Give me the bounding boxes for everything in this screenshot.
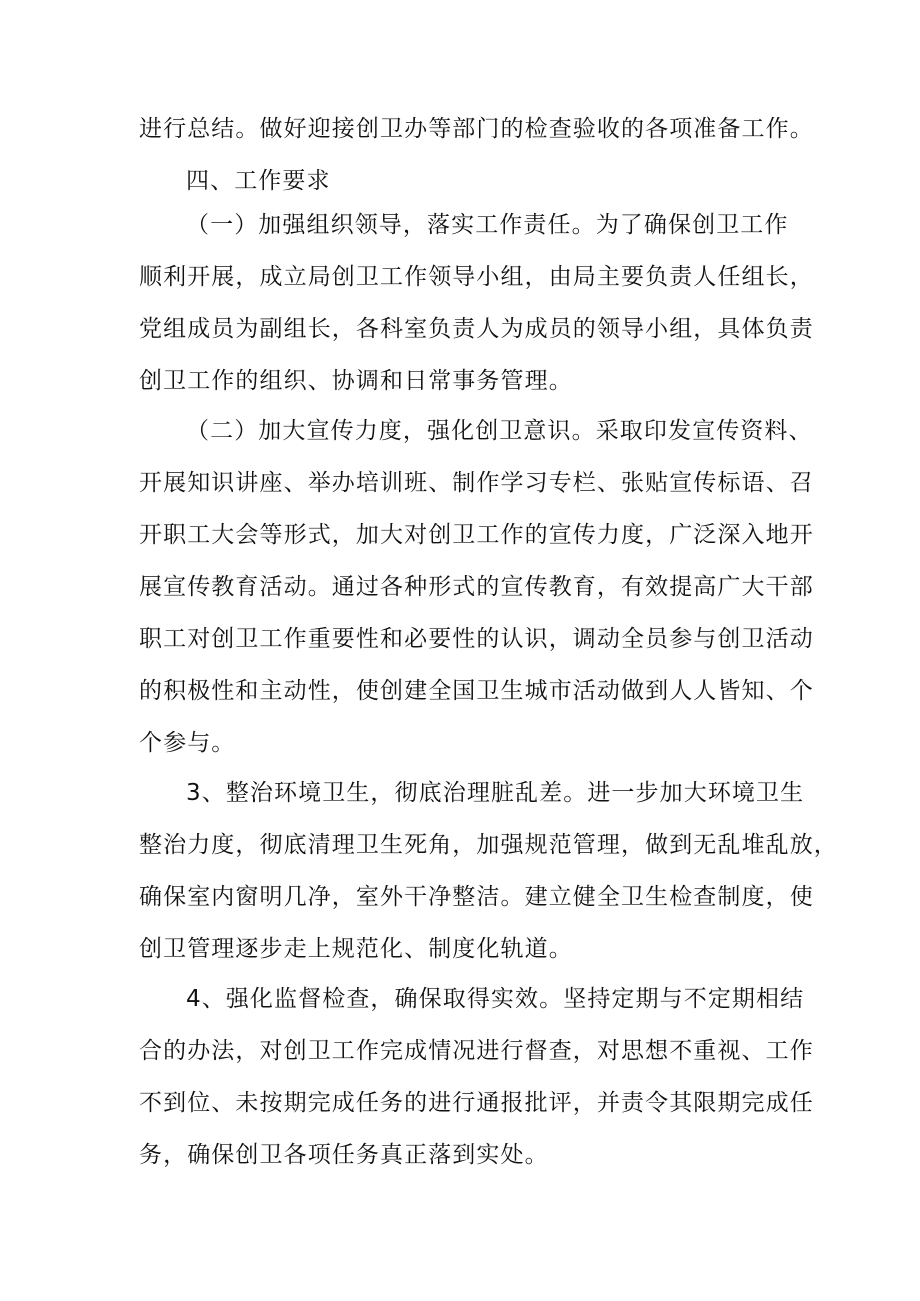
text-line: 整治力度，彻底清理卫生死角，加强规范管理，做到无乱堆乱放，: [139, 832, 838, 858]
text-line: 4、强化监督检查，确保取得实效。坚持定期与不定期相结: [186, 986, 805, 1012]
text-line: 确保室内窗明几净，室外干净整洁。建立健全卫生检查制度，使: [139, 884, 814, 910]
text-line: 党组成员为副组长，各科室负责人为成员的领导小组，具体负责: [139, 316, 814, 342]
text-line: （二）加大宣传力度，强化创卫意识。采取印发宣传资料、: [186, 418, 813, 444]
text-line: 创卫工作的组织、协调和日常事务管理。: [139, 368, 573, 394]
section-heading: 四、工作要求: [186, 168, 331, 194]
text-line: 合的办法，对创卫工作完成情况进行督查，对思想不重视、工作: [139, 1038, 814, 1064]
text-line: 创卫管理逐步走上规范化、制度化轨道。: [139, 936, 573, 962]
text-line: 不到位、未按期完成任务的进行通报批评，并责令其限期完成任: [139, 1090, 814, 1116]
text-line: 务，确保创卫各项任务真正落到实处。: [139, 1142, 549, 1168]
text-line: 个参与。: [139, 730, 236, 756]
text-line: 的积极性和主动性，使创建全国卫生城市活动做到人人皆知、个: [139, 678, 814, 704]
text-line: 3、整治环境卫生，彻底治理脏乱差。进一步加大环境卫生: [186, 780, 805, 806]
text-line: 职工对创卫工作重要性和必要性的认识，调动全员参与创卫活动: [139, 626, 814, 652]
text-line: （一）加强组织领导，落实工作责任。为了确保创卫工作: [186, 212, 789, 238]
text-line: 开职工大会等形式，加大对创卫工作的宣传力度，广泛深入地开: [139, 522, 814, 548]
text-line: 展宣传教育活动。通过各种形式的宣传教育，有效提高广大干部: [139, 574, 814, 600]
text-line: 顺利开展，成立局创卫工作领导小组，由局主要负责人任组长，: [139, 264, 814, 290]
text-line: 进行总结。做好迎接创卫办等部门的检查验收的各项准备工作。: [139, 116, 814, 142]
text-line: 开展知识讲座、举办培训班、制作学习专栏、张贴宣传标语、召: [139, 470, 814, 496]
